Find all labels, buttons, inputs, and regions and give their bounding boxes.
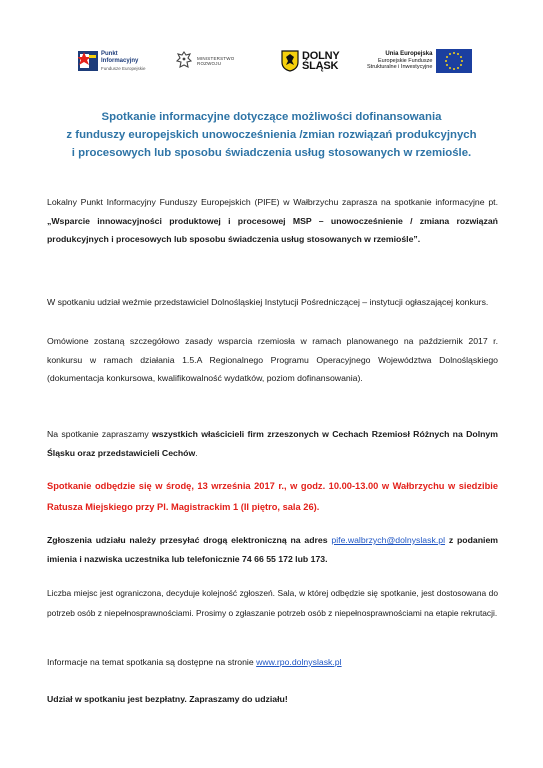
- eu-text: [367, 51, 432, 71]
- eagle-emblem-icon: [175, 50, 193, 72]
- ministry-line2: ROZWOJU: [197, 61, 222, 66]
- eu-flag-icon: [436, 49, 472, 73]
- invitation-end: .: [195, 447, 198, 458]
- ds-line2: ŚLĄSK: [302, 60, 339, 72]
- fe-line1: Punkt: [101, 50, 118, 57]
- closing-paragraph: [47, 690, 498, 709]
- agenda-text: Omówione zostaną szczegółowo zasady wsparcia rzemiosła w ramach planowanego na październik 2017 r. konkursu w ramach działania 1.5.A Regionalnego Programu Operacyjnego Województwa Dolnośląskiego (dokumentacja konkursowa, kwalifikowalność wydatków, poziom dofinansowania).: [47, 336, 498, 383]
- date-location-text: Spotkanie odbędzie się w środę, 13 września 2017 r., w godz. 10.00-13.00 w Wałbrzychu w siedzibie Ratusza Miejskiego przy Pl. Magistrackim 1 (II piętro, sala 26).: [47, 481, 498, 512]
- invitation-text: Na spotkanie zapraszamy: [47, 429, 153, 439]
- speaker-text: W spotkaniu udział weźmie przedstawiciel Dolnośląskiej Instytucji Pośredniczącej – instytucji ogłaszającej konkurs.: [47, 297, 489, 307]
- eu-line2: Europejskie Fundusze: [378, 57, 433, 64]
- invitation-paragraph: [47, 425, 498, 462]
- ministry-logo: [175, 44, 234, 78]
- accessibility-text: Liczba miejsc jest ograniczona, decyduje kolejność zgłoszeń. Sala, w której odbędzie się spotkanie, jest dostosowana do potrzeb osób z niepełnosprawnościami. Prosimy o zgłaszanie potrzeb osób z niepełnosprawnościami na etapie rekrutacji.: [47, 588, 498, 618]
- logo-bar: [0, 44, 543, 78]
- fe-line3: Fundusze Europejskie: [101, 65, 146, 71]
- closing-text: Udział w spotkaniu jest bezpłatny. Zapraszamy do udziału!: [47, 694, 288, 704]
- fe-logo: [78, 44, 146, 78]
- registration-text: Zgłoszenia udziału należy przesyłać drogą elektroniczną na adres: [47, 535, 332, 545]
- title-line1: Spotkanie informacyjne dotyczące możliwości dofinansowania: [101, 111, 442, 123]
- date-location-paragraph: [47, 476, 498, 518]
- info-paragraph: [47, 653, 498, 672]
- dolny-slask-crest-icon: [281, 50, 299, 72]
- title-line2: z funduszy europejskich unowocześnienia /zmian rozwiązań produkcyjnych: [66, 129, 477, 141]
- registration-details: z podaniem imienia i nazwiska uczestnika lub telefonicznie 74 66 55 172 lub 173.: [47, 535, 498, 564]
- ministry-line1: MINISTERSTWO: [197, 55, 235, 61]
- fe-logo-text: [101, 51, 146, 72]
- title-line3: i procesowych lub sposobu świadczenia usług stosowanych w rzemiośle.: [71, 147, 472, 159]
- invitation-target: wszystkich właścicieli firm zrzeszonych w Cechach Rzemiosł Różnych na Dolnym Śląsku oraz przedstawicieli Cechów: [47, 429, 498, 458]
- event-name: „Wsparcie innowacyjności produktowej i procesowej MSP – unowocześnienie / zmiana rozwiązań produkcyjnych i procesowych lub sposobu świadczenia usług stosowanych w rzemiośle”.: [47, 215, 498, 244]
- dolny-slask-text: [302, 51, 340, 71]
- eu-line1: Unia Europejska: [385, 51, 433, 58]
- speaker-paragraph: [47, 293, 498, 312]
- fe-line2: Informacyjny: [101, 57, 139, 64]
- dolny-slask-logo: [281, 44, 340, 78]
- eu-logo: [367, 44, 472, 78]
- intro-text: Lokalny Punkt Informacyjny Funduszy Europejskich (PIFE) w Wałbrzychu zaprasza na spotkanie informacyjne pt.: [47, 197, 498, 207]
- document-title: [40, 108, 503, 162]
- accessibility-paragraph: [47, 583, 498, 623]
- eu-line3: Strukturalne i Inwestycyjne: [367, 64, 433, 71]
- intro-paragraph: [47, 193, 498, 249]
- ministry-text: [197, 56, 234, 67]
- ds-line1: DOLNY: [302, 50, 340, 62]
- agenda-paragraph: [47, 332, 498, 388]
- info-text: Informacje na temat spotkania są dostępne na stronie: [47, 657, 257, 667]
- fe-star-icon: [78, 51, 98, 71]
- registration-paragraph: [47, 531, 498, 568]
- website-link[interactable]: www.rpo.dolnyslask.pl: [256, 657, 342, 667]
- email-link[interactable]: pife.walbrzych@dolnyslask.pl: [331, 535, 446, 545]
